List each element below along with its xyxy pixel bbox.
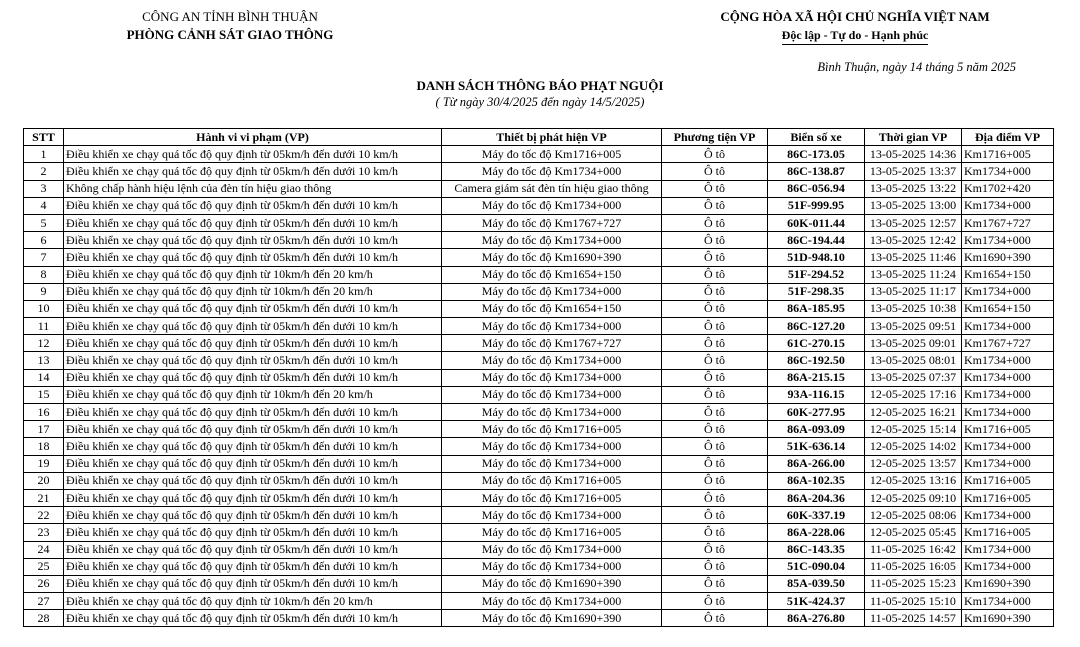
row-number: 24 bbox=[24, 541, 64, 558]
time-cell: 13-05-2025 13:00 bbox=[865, 197, 962, 214]
device-cell: Máy đo tốc độ Km1716+005 bbox=[442, 489, 662, 506]
plate-number-cell: 51C-090.04 bbox=[768, 558, 865, 575]
location-cell: Km1716+005 bbox=[962, 421, 1054, 438]
row-number: 1 bbox=[24, 146, 64, 163]
time-cell: 12-05-2025 08:06 bbox=[865, 507, 962, 524]
plate-number-cell: 60K-011.44 bbox=[768, 214, 865, 231]
agency-name: PHÒNG CẢNH SÁT GIAO THÔNG bbox=[126, 27, 334, 42]
time-cell: 12-05-2025 16:21 bbox=[865, 404, 962, 421]
row-number: 4 bbox=[24, 197, 64, 214]
violation-cell: Điều khiển xe chạy quá tốc độ quy định từ 05km/h đến dưới 10 km/h bbox=[64, 524, 442, 541]
row-number: 15 bbox=[24, 386, 64, 403]
time-cell: 13-05-2025 08:01 bbox=[865, 352, 962, 369]
location-cell: Km1734+000 bbox=[962, 438, 1054, 455]
row-number: 21 bbox=[24, 489, 64, 506]
plate-number-cell: 93A-116.15 bbox=[768, 386, 865, 403]
device-cell: Máy đo tốc độ Km1690+390 bbox=[442, 610, 662, 627]
row-number: 6 bbox=[24, 232, 64, 249]
vehicle-type-cell: Ô tô bbox=[662, 593, 768, 610]
plate-number-cell: 86A-204.36 bbox=[768, 489, 865, 506]
location-cell: Km1654+150 bbox=[962, 266, 1054, 283]
device-cell: Máy đo tốc độ Km1734+000 bbox=[442, 197, 662, 214]
table-row bbox=[24, 421, 1054, 438]
plate-number-cell: 51K-636.14 bbox=[768, 438, 865, 455]
time-cell: 12-05-2025 13:57 bbox=[865, 455, 962, 472]
plate-number-cell: 51F-298.35 bbox=[768, 283, 865, 300]
row-number: 19 bbox=[24, 455, 64, 472]
device-cell: Máy đo tốc độ Km1734+000 bbox=[442, 283, 662, 300]
vehicle-type-cell: Ô tô bbox=[662, 455, 768, 472]
vehicle-type-cell: Ô tô bbox=[662, 352, 768, 369]
location-cell: Km1734+000 bbox=[962, 541, 1054, 558]
agency-header bbox=[100, 8, 360, 44]
table-row bbox=[24, 575, 1054, 592]
violation-cell: Điều khiển xe chạy quá tốc độ quy định từ 05km/h đến dưới 10 km/h bbox=[64, 575, 442, 592]
plate-number-cell: 86A-185.95 bbox=[768, 300, 865, 317]
device-cell: Máy đo tốc độ Km1734+000 bbox=[442, 455, 662, 472]
row-number: 20 bbox=[24, 472, 64, 489]
column-header: Hành vi vi phạm (VP) bbox=[64, 129, 442, 146]
time-cell: 13-05-2025 11:46 bbox=[865, 249, 962, 266]
row-number: 18 bbox=[24, 438, 64, 455]
column-header: STT bbox=[24, 129, 64, 146]
violation-cell: Điều khiển xe chạy quá tốc độ quy định từ 05km/h đến dưới 10 km/h bbox=[64, 369, 442, 386]
row-number: 11 bbox=[24, 318, 64, 335]
row-number: 25 bbox=[24, 558, 64, 575]
plate-number-cell: 86C-192.50 bbox=[768, 352, 865, 369]
location-cell: Km1734+000 bbox=[962, 352, 1054, 369]
violation-cell: Điều khiển xe chạy quá tốc độ quy định từ 05km/h đến dưới 10 km/h bbox=[64, 214, 442, 231]
time-cell: 12-05-2025 13:16 bbox=[865, 472, 962, 489]
row-number: 10 bbox=[24, 300, 64, 317]
location-cell: Km1654+150 bbox=[962, 300, 1054, 317]
place-date: Bình Thuận, ngày 14 tháng 5 năm 2025 bbox=[817, 60, 1016, 74]
time-cell: 11-05-2025 16:42 bbox=[865, 541, 962, 558]
table-row bbox=[24, 558, 1054, 575]
table-row bbox=[24, 369, 1054, 386]
vehicle-type-cell: Ô tô bbox=[662, 421, 768, 438]
location-cell: Km1734+000 bbox=[962, 318, 1054, 335]
table-row bbox=[24, 524, 1054, 541]
device-cell: Máy đo tốc độ Km1734+000 bbox=[442, 507, 662, 524]
device-cell: Máy đo tốc độ Km1734+000 bbox=[442, 438, 662, 455]
row-number: 26 bbox=[24, 575, 64, 592]
document-subtitle: ( Từ ngày 30/4/2025 đến ngày 14/5/2025) bbox=[435, 95, 645, 109]
violation-cell: Điều khiển xe chạy quá tốc độ quy định từ 05km/h đến dưới 10 km/h bbox=[64, 541, 442, 558]
column-header: Thời gian VP bbox=[865, 129, 962, 146]
row-number: 27 bbox=[24, 593, 64, 610]
time-cell: 13-05-2025 13:22 bbox=[865, 180, 962, 197]
table-row bbox=[24, 232, 1054, 249]
location-cell: Km1716+005 bbox=[962, 472, 1054, 489]
device-cell: Máy đo tốc độ Km1716+005 bbox=[442, 524, 662, 541]
plate-number-cell: 86A-102.35 bbox=[768, 472, 865, 489]
device-cell: Máy đo tốc độ Km1654+150 bbox=[442, 266, 662, 283]
vehicle-type-cell: Ô tô bbox=[662, 507, 768, 524]
vehicle-type-cell: Ô tô bbox=[662, 558, 768, 575]
time-cell: 13-05-2025 11:17 bbox=[865, 283, 962, 300]
table-row bbox=[24, 266, 1054, 283]
vehicle-type-cell: Ô tô bbox=[662, 197, 768, 214]
violation-cell: Điều khiển xe chạy quá tốc độ quy định từ 05km/h đến dưới 10 km/h bbox=[64, 455, 442, 472]
violation-cell: Điều khiển xe chạy quá tốc độ quy định từ 10km/h đến 20 km/h bbox=[64, 266, 442, 283]
vehicle-type-cell: Ô tô bbox=[662, 369, 768, 386]
location-cell: Km1734+000 bbox=[962, 593, 1054, 610]
table-row bbox=[24, 593, 1054, 610]
national-header bbox=[690, 8, 1020, 45]
violation-cell: Điều khiển xe chạy quá tốc độ quy định từ 05km/h đến dưới 10 km/h bbox=[64, 249, 442, 266]
violation-cell: Không chấp hành hiệu lệnh của đèn tín hiệu giao thông bbox=[64, 180, 442, 197]
row-number: 28 bbox=[24, 610, 64, 627]
violation-cell: Điều khiển xe chạy quá tốc độ quy định từ 05km/h đến dưới 10 km/h bbox=[64, 146, 442, 163]
plate-number-cell: 61C-270.15 bbox=[768, 335, 865, 352]
location-cell: Km1716+005 bbox=[962, 524, 1054, 541]
violation-cell: Điều khiển xe chạy quá tốc độ quy định từ 05km/h đến dưới 10 km/h bbox=[64, 232, 442, 249]
location-cell: Km1702+420 bbox=[962, 180, 1054, 197]
location-cell: Km1734+000 bbox=[962, 404, 1054, 421]
row-number: 7 bbox=[24, 249, 64, 266]
violation-cell: Điều khiển xe chạy quá tốc độ quy định từ 05km/h đến dưới 10 km/h bbox=[64, 610, 442, 627]
table-row bbox=[24, 318, 1054, 335]
violation-cell: Điều khiển xe chạy quá tốc độ quy định từ 10km/h đến 20 km/h bbox=[64, 283, 442, 300]
table-row bbox=[24, 335, 1054, 352]
device-cell: Máy đo tốc độ Km1767+727 bbox=[442, 335, 662, 352]
time-cell: 13-05-2025 09:51 bbox=[865, 318, 962, 335]
violation-cell: Điều khiển xe chạy quá tốc độ quy định từ 05km/h đến dưới 10 km/h bbox=[64, 404, 442, 421]
device-cell: Máy đo tốc độ Km1734+000 bbox=[442, 541, 662, 558]
plate-number-cell: 86A-266.00 bbox=[768, 455, 865, 472]
table-row bbox=[24, 197, 1054, 214]
device-cell: Máy đo tốc độ Km1734+000 bbox=[442, 558, 662, 575]
national-motto: Độc lập - Tự do - Hạnh phúc bbox=[782, 26, 929, 45]
row-number: 23 bbox=[24, 524, 64, 541]
time-cell: 11-05-2025 15:23 bbox=[865, 575, 962, 592]
vehicle-type-cell: Ô tô bbox=[662, 300, 768, 317]
device-cell: Máy đo tốc độ Km1767+727 bbox=[442, 214, 662, 231]
plate-number-cell: 85A-039.50 bbox=[768, 575, 865, 592]
device-cell: Máy đo tốc độ Km1734+000 bbox=[442, 163, 662, 180]
time-cell: 13-05-2025 09:01 bbox=[865, 335, 962, 352]
time-cell: 13-05-2025 11:24 bbox=[865, 266, 962, 283]
time-cell: 11-05-2025 14:57 bbox=[865, 610, 962, 627]
location-cell: Km1767+727 bbox=[962, 335, 1054, 352]
location-cell: Km1734+000 bbox=[962, 455, 1054, 472]
location-cell: Km1690+390 bbox=[962, 249, 1054, 266]
location-cell: Km1716+005 bbox=[962, 489, 1054, 506]
vehicle-type-cell: Ô tô bbox=[662, 180, 768, 197]
device-cell: Máy đo tốc độ Km1716+005 bbox=[442, 146, 662, 163]
vehicle-type-cell: Ô tô bbox=[662, 438, 768, 455]
time-cell: 12-05-2025 09:10 bbox=[865, 489, 962, 506]
table-row bbox=[24, 214, 1054, 231]
vehicle-type-cell: Ô tô bbox=[662, 232, 768, 249]
device-cell: Máy đo tốc độ Km1734+000 bbox=[442, 386, 662, 403]
location-cell: Km1734+000 bbox=[962, 369, 1054, 386]
row-number: 12 bbox=[24, 335, 64, 352]
table-row bbox=[24, 163, 1054, 180]
vehicle-type-cell: Ô tô bbox=[662, 146, 768, 163]
violation-cell: Điều khiển xe chạy quá tốc độ quy định từ 05km/h đến dưới 10 km/h bbox=[64, 438, 442, 455]
vehicle-type-cell: Ô tô bbox=[662, 541, 768, 558]
row-number: 8 bbox=[24, 266, 64, 283]
device-cell: Máy đo tốc độ Km1734+000 bbox=[442, 232, 662, 249]
location-cell: Km1734+000 bbox=[962, 507, 1054, 524]
row-number: 13 bbox=[24, 352, 64, 369]
plate-number-cell: 86C-056.94 bbox=[768, 180, 865, 197]
agency-parent: CÔNG AN TỈNH BÌNH THUẬN bbox=[142, 9, 318, 24]
table-row bbox=[24, 180, 1054, 197]
table-row bbox=[24, 300, 1054, 317]
location-cell: Km1734+000 bbox=[962, 283, 1054, 300]
violation-cell: Điều khiển xe chạy quá tốc độ quy định từ 05km/h đến dưới 10 km/h bbox=[64, 352, 442, 369]
vehicle-type-cell: Ô tô bbox=[662, 249, 768, 266]
time-cell: 13-05-2025 13:37 bbox=[865, 163, 962, 180]
violations-table bbox=[23, 128, 1054, 627]
row-number: 22 bbox=[24, 507, 64, 524]
location-cell: Km1734+000 bbox=[962, 558, 1054, 575]
violation-cell: Điều khiển xe chạy quá tốc độ quy định từ 05km/h đến dưới 10 km/h bbox=[64, 318, 442, 335]
location-cell: Km1767+727 bbox=[962, 214, 1054, 231]
time-cell: 13-05-2025 14:36 bbox=[865, 146, 962, 163]
vehicle-type-cell: Ô tô bbox=[662, 163, 768, 180]
violation-cell: Điều khiển xe chạy quá tốc độ quy định từ 05km/h đến dưới 10 km/h bbox=[64, 472, 442, 489]
document-title: DANH SÁCH THÔNG BÁO PHẠT NGUỘI bbox=[416, 78, 664, 93]
location-cell: Km1734+000 bbox=[962, 197, 1054, 214]
row-number: 17 bbox=[24, 421, 64, 438]
device-cell: Máy đo tốc độ Km1734+000 bbox=[442, 352, 662, 369]
location-cell: Km1690+390 bbox=[962, 610, 1054, 627]
violation-cell: Điều khiển xe chạy quá tốc độ quy định từ 05km/h đến dưới 10 km/h bbox=[64, 163, 442, 180]
time-cell: 13-05-2025 12:57 bbox=[865, 214, 962, 231]
row-number: 16 bbox=[24, 404, 64, 421]
device-cell: Máy đo tốc độ Km1690+390 bbox=[442, 249, 662, 266]
plate-number-cell: 51F-294.52 bbox=[768, 266, 865, 283]
time-cell: 12-05-2025 14:02 bbox=[865, 438, 962, 455]
table-row bbox=[24, 541, 1054, 558]
violation-cell: Điều khiển xe chạy quá tốc độ quy định từ 05km/h đến dưới 10 km/h bbox=[64, 558, 442, 575]
plate-number-cell: 86A-215.15 bbox=[768, 369, 865, 386]
vehicle-type-cell: Ô tô bbox=[662, 335, 768, 352]
plate-number-cell: 51D-948.10 bbox=[768, 249, 865, 266]
vehicle-type-cell: Ô tô bbox=[662, 386, 768, 403]
table-row bbox=[24, 146, 1054, 163]
device-cell: Camera giám sát đèn tín hiệu giao thông bbox=[442, 180, 662, 197]
row-number: 3 bbox=[24, 180, 64, 197]
table-row bbox=[24, 352, 1054, 369]
violation-cell: Điều khiển xe chạy quá tốc độ quy định từ 05km/h đến dưới 10 km/h bbox=[64, 507, 442, 524]
plate-number-cell: 86A-228.06 bbox=[768, 524, 865, 541]
violation-cell: Điều khiển xe chạy quá tốc độ quy định từ 05km/h đến dưới 10 km/h bbox=[64, 489, 442, 506]
vehicle-type-cell: Ô tô bbox=[662, 575, 768, 592]
time-cell: 12-05-2025 15:14 bbox=[865, 421, 962, 438]
plate-number-cell: 86C-138.87 bbox=[768, 163, 865, 180]
vehicle-type-cell: Ô tô bbox=[662, 266, 768, 283]
violation-cell: Điều khiển xe chạy quá tốc độ quy định từ 05km/h đến dưới 10 km/h bbox=[64, 300, 442, 317]
column-header: Biển số xe bbox=[768, 129, 865, 146]
time-cell: 11-05-2025 15:10 bbox=[865, 593, 962, 610]
device-cell: Máy đo tốc độ Km1734+000 bbox=[442, 318, 662, 335]
violation-cell: Điều khiển xe chạy quá tốc độ quy định từ 10km/h đến 20 km/h bbox=[64, 386, 442, 403]
location-cell: Km1716+005 bbox=[962, 146, 1054, 163]
time-cell: 13-05-2025 07:37 bbox=[865, 369, 962, 386]
vehicle-type-cell: Ô tô bbox=[662, 524, 768, 541]
time-cell: 12-05-2025 17:16 bbox=[865, 386, 962, 403]
device-cell: Máy đo tốc độ Km1716+005 bbox=[442, 472, 662, 489]
plate-number-cell: 86C-127.20 bbox=[768, 318, 865, 335]
column-header: Địa điểm VP bbox=[962, 129, 1054, 146]
vehicle-type-cell: Ô tô bbox=[662, 610, 768, 627]
time-cell: 11-05-2025 16:05 bbox=[865, 558, 962, 575]
plate-number-cell: 86A-093.09 bbox=[768, 421, 865, 438]
location-cell: Km1690+390 bbox=[962, 575, 1054, 592]
vehicle-type-cell: Ô tô bbox=[662, 283, 768, 300]
device-cell: Máy đo tốc độ Km1734+000 bbox=[442, 593, 662, 610]
row-number: 9 bbox=[24, 283, 64, 300]
plate-number-cell: 86C-173.05 bbox=[768, 146, 865, 163]
plate-number-cell: 60K-337.19 bbox=[768, 507, 865, 524]
time-cell: 12-05-2025 05:45 bbox=[865, 524, 962, 541]
location-cell: Km1734+000 bbox=[962, 232, 1054, 249]
violation-cell: Điều khiển xe chạy quá tốc độ quy định từ 05km/h đến dưới 10 km/h bbox=[64, 197, 442, 214]
table-row bbox=[24, 455, 1054, 472]
row-number: 2 bbox=[24, 163, 64, 180]
table-row bbox=[24, 507, 1054, 524]
table-row bbox=[24, 249, 1054, 266]
plate-number-cell: 86C-194.44 bbox=[768, 232, 865, 249]
vehicle-type-cell: Ô tô bbox=[662, 489, 768, 506]
device-cell: Máy đo tốc độ Km1734+000 bbox=[442, 369, 662, 386]
violation-cell: Điều khiển xe chạy quá tốc độ quy định từ 05km/h đến dưới 10 km/h bbox=[64, 421, 442, 438]
row-number: 5 bbox=[24, 214, 64, 231]
time-cell: 13-05-2025 10:38 bbox=[865, 300, 962, 317]
vehicle-type-cell: Ô tô bbox=[662, 318, 768, 335]
national-title: CỘNG HÒA XÃ HỘI CHỦ NGHĨA VIỆT NAM bbox=[720, 9, 990, 24]
device-cell: Máy đo tốc độ Km1734+000 bbox=[442, 404, 662, 421]
location-cell: Km1734+000 bbox=[962, 386, 1054, 403]
violation-cell: Điều khiển xe chạy quá tốc độ quy định từ 10km/h đến 20 km/h bbox=[64, 593, 442, 610]
device-cell: Máy đo tốc độ Km1654+150 bbox=[442, 300, 662, 317]
table-row bbox=[24, 472, 1054, 489]
table-header-row bbox=[24, 129, 1054, 146]
violation-cell: Điều khiển xe chạy quá tốc độ quy định từ 05km/h đến dưới 10 km/h bbox=[64, 335, 442, 352]
vehicle-type-cell: Ô tô bbox=[662, 214, 768, 231]
plate-number-cell: 86A-276.80 bbox=[768, 610, 865, 627]
row-number: 14 bbox=[24, 369, 64, 386]
table-row bbox=[24, 404, 1054, 421]
location-cell: Km1734+000 bbox=[962, 163, 1054, 180]
vehicle-type-cell: Ô tô bbox=[662, 472, 768, 489]
table-row bbox=[24, 489, 1054, 506]
plate-number-cell: 60K-277.95 bbox=[768, 404, 865, 421]
table-row bbox=[24, 438, 1054, 455]
device-cell: Máy đo tốc độ Km1716+005 bbox=[442, 421, 662, 438]
plate-number-cell: 51K-424.37 bbox=[768, 593, 865, 610]
table-row bbox=[24, 386, 1054, 403]
vehicle-type-cell: Ô tô bbox=[662, 404, 768, 421]
time-cell: 13-05-2025 12:42 bbox=[865, 232, 962, 249]
device-cell: Máy đo tốc độ Km1690+390 bbox=[442, 575, 662, 592]
table-row bbox=[24, 610, 1054, 627]
plate-number-cell: 51F-999.95 bbox=[768, 197, 865, 214]
column-header: Phương tiện VP bbox=[662, 129, 768, 146]
plate-number-cell: 86C-143.35 bbox=[768, 541, 865, 558]
table-body bbox=[24, 146, 1054, 627]
column-header: Thiết bị phát hiện VP bbox=[442, 129, 662, 146]
table-row bbox=[24, 283, 1054, 300]
